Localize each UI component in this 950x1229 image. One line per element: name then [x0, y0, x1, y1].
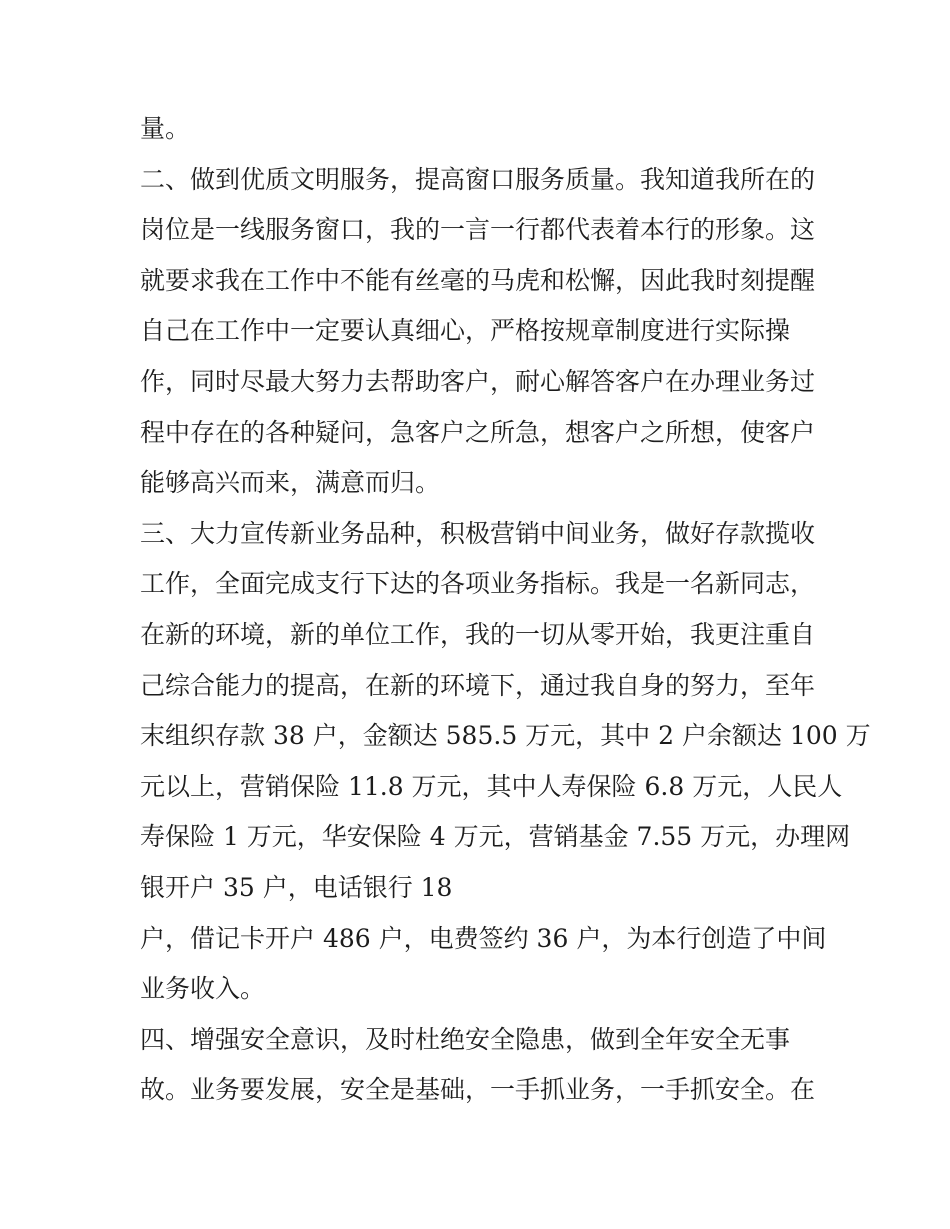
text-line: 量。	[140, 114, 191, 143]
text-line: 业务收入。	[140, 974, 266, 1004]
text-line: 在新的环境，新的单位工作，我的一切从零开始，我更注重自	[140, 619, 816, 649]
text-line: 自己在工作中一定要认真细心，严格按规章制度进行实际操	[140, 316, 791, 346]
text-line: 作，同时尽最大努力去帮助客户，耐心解答客户在办理业务过	[140, 366, 816, 396]
text-line: 故。业务要发展，安全是基础，一手抓业务，一手抓安全。在	[140, 1075, 816, 1105]
text-line: 岗位是一线服务窗口，我的一言一行都代表着本行的形象。这	[140, 215, 816, 245]
text-line: 二、做到优质文明服务，提高窗口服务质量。我知道我所在的	[140, 164, 816, 194]
text-line: 寿保险 1 万元，华安保险 4 万元，营销基金 7.55 万元，办理网	[140, 822, 851, 852]
text-line: 户，借记卡开户 486 户，电费签约 36 户，为本行创造了中间	[140, 923, 827, 953]
text-line: 三、大力宣传新业务品种，积极营销中间业务，做好存款揽收	[140, 518, 816, 548]
text-line: 己综合能力的提高，在新的环境下，通过我自身的努力，至年	[140, 670, 816, 700]
text-line: 就要求我在工作中不能有丝毫的马虎和松懈，因此我时刻提醒	[140, 265, 816, 295]
text-line: 四、增强安全意识，及时杜绝安全隐患，做到全年安全无事	[140, 1024, 791, 1054]
text-line: 程中存在的各种疑问，急客户之所急，想客户之所想，使客户	[140, 417, 816, 447]
text-line: 工作，全面完成支行下达的各项业务指标。我是一名新同志，	[140, 569, 816, 599]
text-line: 元以上，营销保险 11.8 万元，其中人寿保险 6.8 万元，人民人	[140, 771, 843, 801]
body-text	[140, 104, 871, 1116]
text-line: 银开户 35 户，电话银行 18	[140, 872, 453, 902]
text-line: 末组织存款 38 户，金额达 585.5 万元，其中 2 户余额达 100 万	[140, 721, 871, 751]
text-line: 能够高兴而来，满意而归。	[140, 468, 441, 498]
